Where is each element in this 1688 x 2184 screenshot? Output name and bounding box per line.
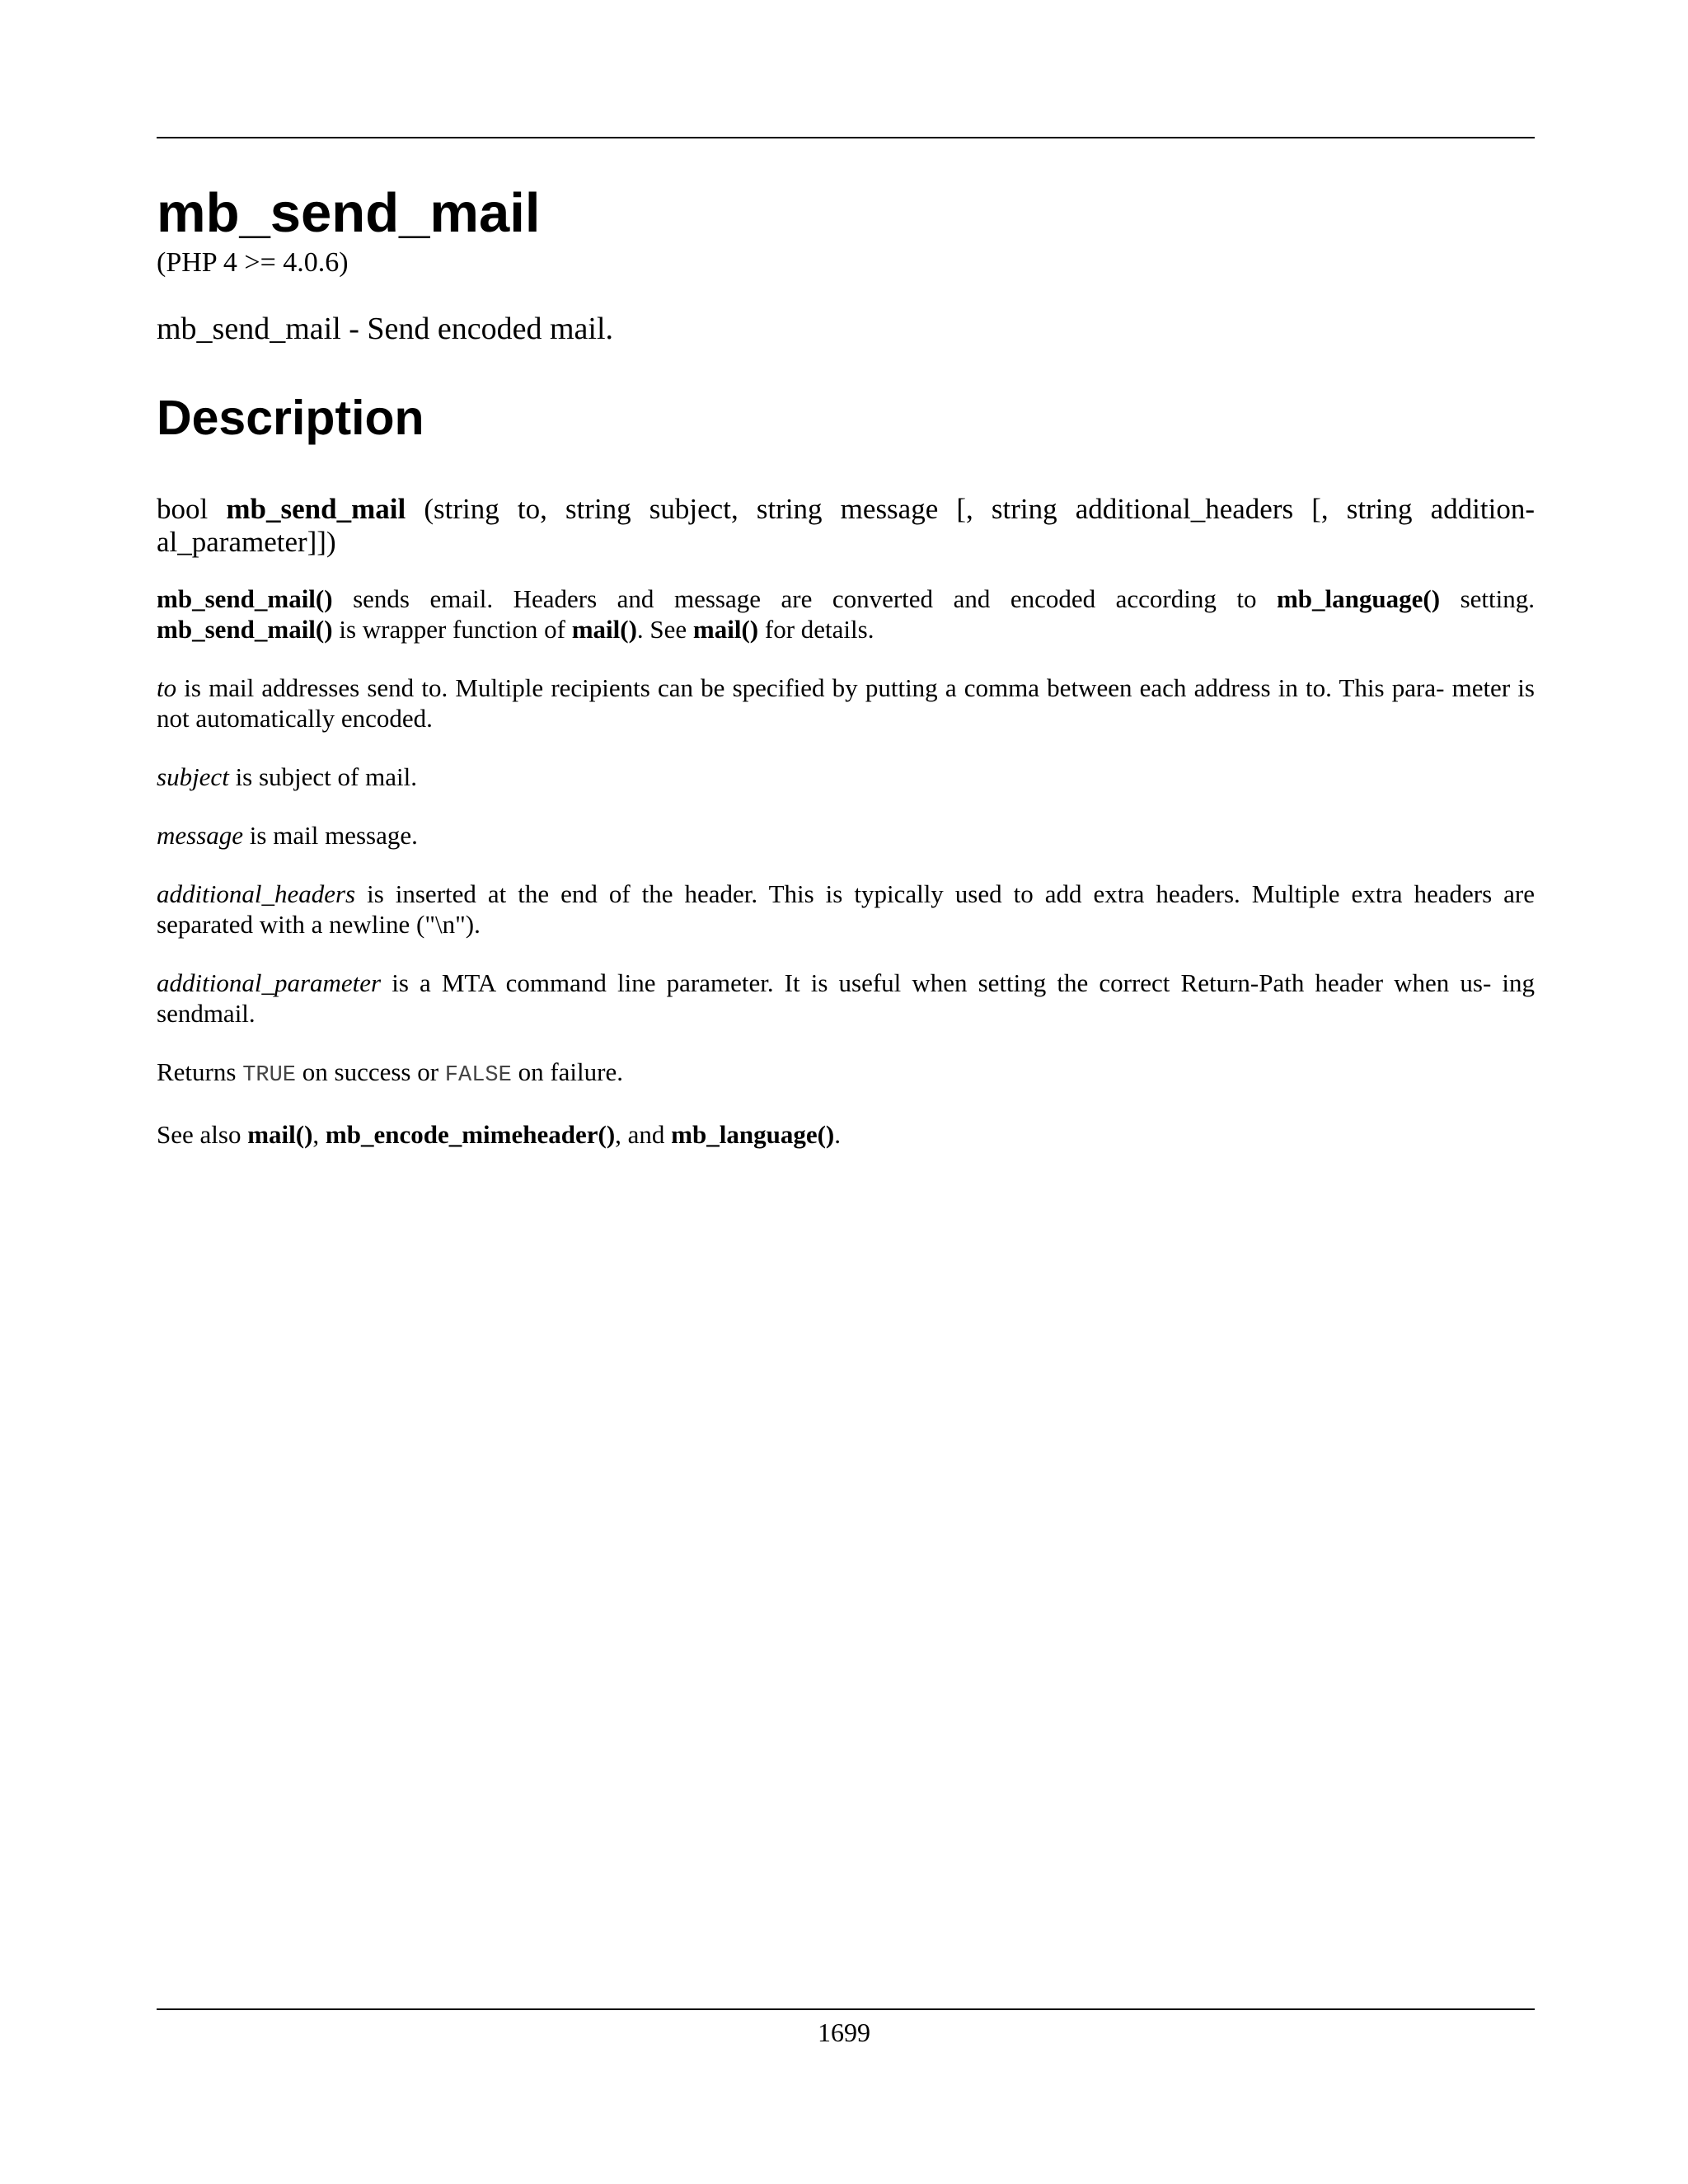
param-name: subject bbox=[157, 762, 229, 791]
paragraph-see-also: See also mail(), mb_encode_mimeheader(), and mb_language(). bbox=[157, 1119, 841, 1149]
literal-false: FALSE bbox=[444, 1062, 512, 1088]
paragraph-param-subject: subject is subject of mail. bbox=[157, 762, 417, 791]
paragraph-param-message: message is mail message. bbox=[157, 820, 418, 850]
param-name: additional_parameter bbox=[157, 968, 382, 997]
function-ref: mail() bbox=[247, 1119, 313, 1149]
function-ref: mb_send_mail() bbox=[157, 583, 333, 613]
function-ref: mail() bbox=[571, 614, 637, 644]
version-info: (PHP 4 >= 4.0.6) bbox=[157, 246, 349, 278]
page-number: 1699 bbox=[818, 2018, 870, 2047]
paragraph-param-additional-headers: additional_headers is inserted at the end of the header. This is typically used to add extra headers. Multiple extra headers are separated with a newline ("\n"). bbox=[157, 879, 1535, 939]
bottom-rule bbox=[157, 2008, 1535, 2010]
param-name: to bbox=[157, 673, 177, 702]
paragraph-param-to: to is mail addresses send to. Multiple recipients can be specified by putting a comma between each address in to. This para- meter is not automatically encoded. bbox=[157, 673, 1535, 733]
param-name: message bbox=[157, 820, 244, 850]
param-name: additional_headers bbox=[157, 879, 356, 908]
literal-true: TRUE bbox=[242, 1062, 296, 1088]
function-ref: mb_encode_mimeheader() bbox=[325, 1119, 616, 1149]
paragraph-returns: Returns TRUE on success or FALSE on failure. bbox=[157, 1057, 623, 1088]
function-name: mb_send_mail bbox=[226, 492, 406, 525]
function-ref: mb_send_mail() bbox=[157, 614, 333, 644]
paragraph-overview: mb_send_mail() sends email. Headers and message are converted and encoded according to mb_language() setting. mb_send_mail() is wrapper function of mail(). See mail() for details. bbox=[157, 583, 1535, 644]
function-ref: mb_language() bbox=[671, 1119, 835, 1149]
function-params: (string to, string subject, string message [, string additional_headers [, string addition- al_parameter]]) bbox=[157, 492, 1536, 558]
page-title: mb_send_mail bbox=[157, 182, 541, 244]
page-content bbox=[157, 183, 1535, 1150]
ref-purpose: mb_send_mail - Send encoded mail. bbox=[157, 312, 614, 347]
function-synopsis bbox=[157, 493, 1535, 559]
paragraph-param-additional-parameter: additional_parameter is a MTA command line parameter. It is useful when setting the correct Return-Path header when us- ing sendmail. bbox=[157, 968, 1535, 1028]
section-title-description: Description bbox=[157, 390, 424, 445]
return-type: bool bbox=[157, 492, 209, 525]
function-ref: mb_language() bbox=[1276, 583, 1441, 613]
top-rule bbox=[157, 137, 1535, 138]
function-ref: mail() bbox=[692, 614, 759, 644]
